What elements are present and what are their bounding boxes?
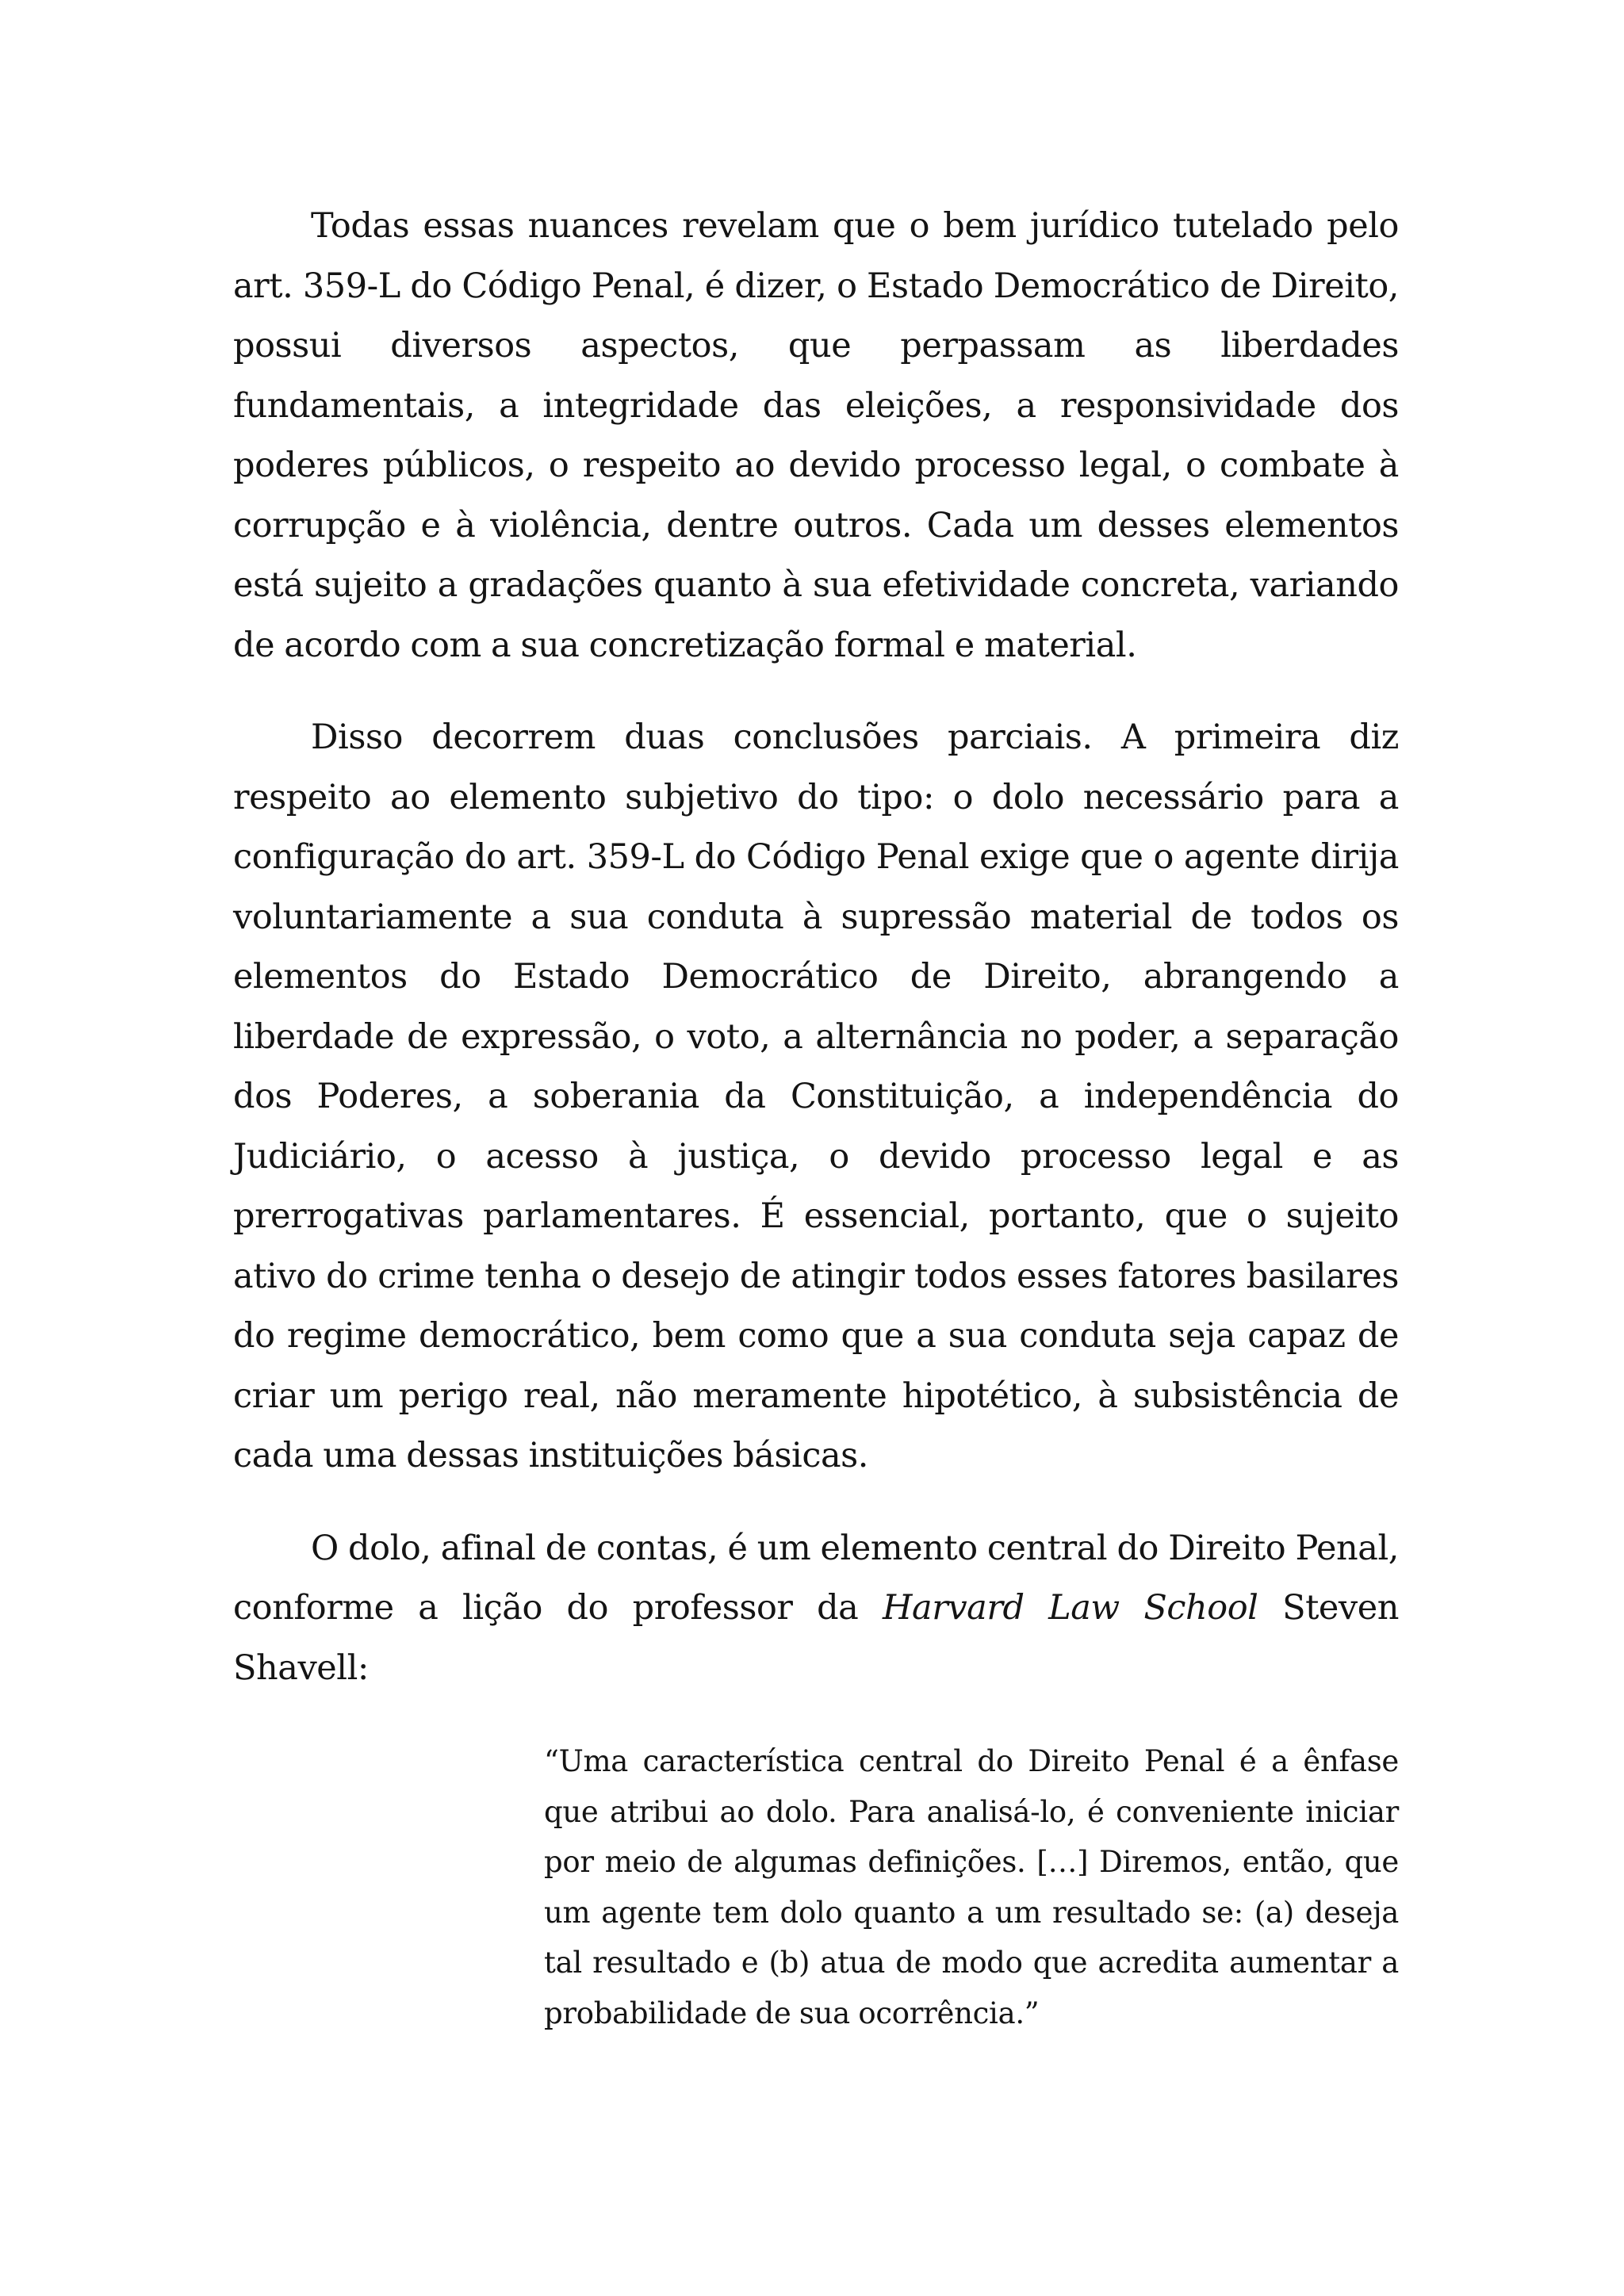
document-page: [233, 197, 1399, 2038]
paragraph-bem-juridico: Todas essas nuances revelam que o bem jurídico tutelado pelo art. 359-L do Código Penal, é dizer, o Estado Democrático de Direito, possui diversos aspectos, que perpassam as liberdades fundamentais, a integridade das eleições, a responsividade dos poderes públicos, o respeito ao devido processo legal, o combate à corrupção e à violência, dentre outros. Cada um desses elementos está sujeito a gradações quanto à sua efetividade concreta, variando de acordo com a sua concretização formal e material.: [233, 206, 1399, 665]
intro-text-end: Steven Shavell:: [233, 1588, 1399, 1688]
harvard-law-school-italic: Harvard Law School: [882, 1588, 1258, 1628]
block-quote-shavell: “Uma característica central do Direito Penal é a ênfase que atribui ao dolo. Para analisá-lo, é conveniente iniciar por meio de algumas definições. […] Diremos, então, que um agente tem dolo quanto a um resultado se: (a) deseja tal resultado e (b) atua de modo que acredita aumentar a probabilidade de sua ocorrência.”: [544, 1744, 1399, 2030]
paragraph-dolo-intro: [233, 1519, 1399, 1699]
paragraph-conclusoes-parciais: Disso decorrem duas conclusões parciais. A primeira diz respeito ao elemento subjetivo do tipo: o dolo necessário para a configuração do art. 359-L do Código Penal exige que o agente dirija voluntariamente a sua conduta à supressão material de todos os elementos do Estado Democrático de Direito, abrangendo a liberdade de expressão, o voto, a alternância no poder, a separação dos Poderes, a soberania da Constituição, a independência do Judiciário, o acesso à justiça, o devido processo legal e as prerrogativas parlamentares. É essencial, portanto, que o sujeito ativo do crime tenha o desejo de atingir todos esses fatores basilares do regime democrático, bem como que a sua conduta seja capaz de criar um perigo real, não meramente hipotético, à subsistência de cada uma dessas instituições básicas.: [233, 718, 1399, 1475]
intro-text-start: O dolo, afinal de contas, é um elemento central do Direito Penal, conforme a lição do professor da: [233, 1528, 1399, 1628]
